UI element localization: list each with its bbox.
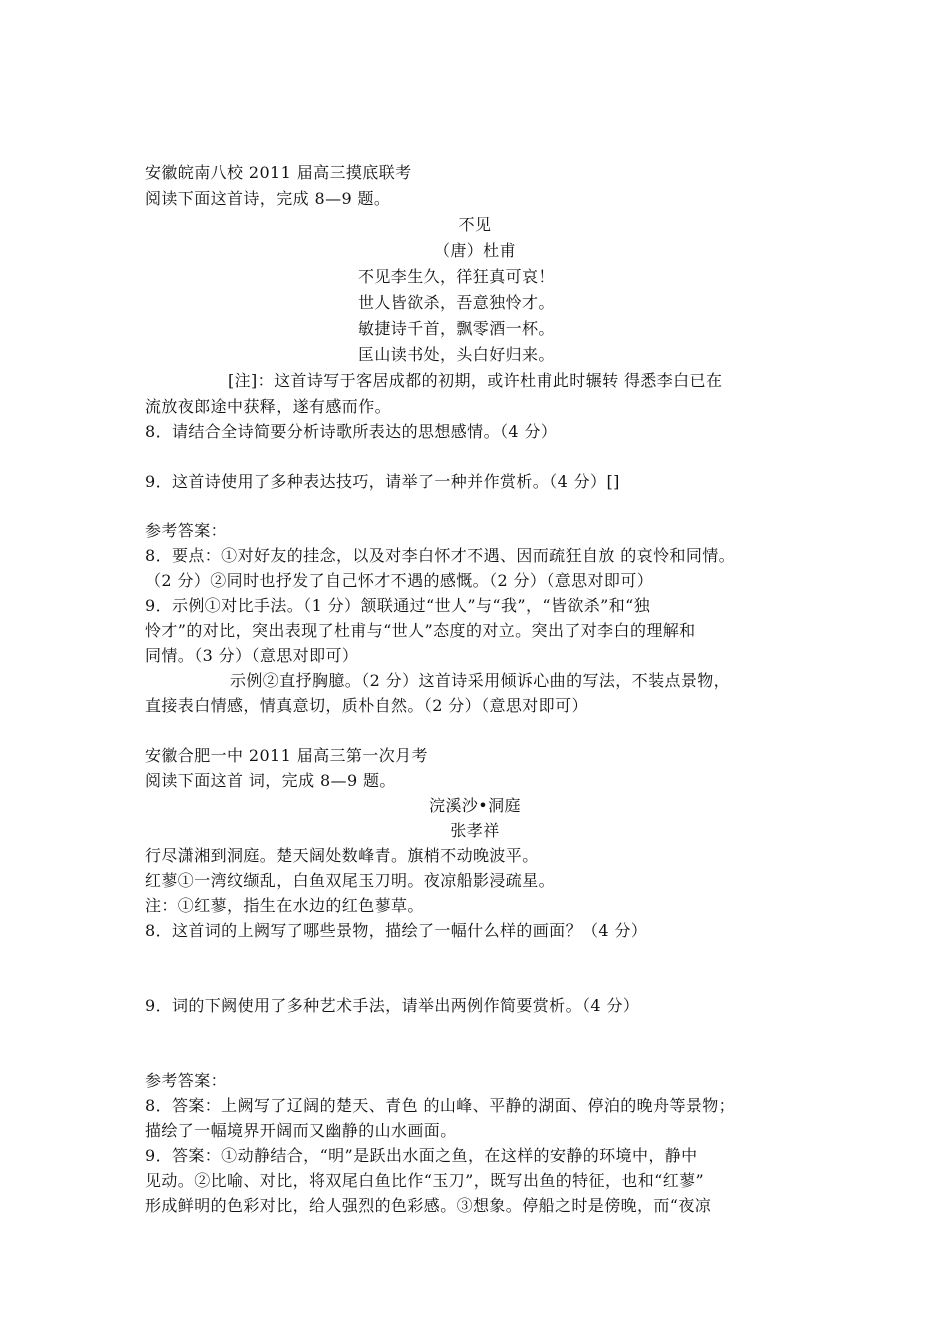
poem-note: [注]：这首诗写于客居成都的初期，或许杜甫此时辗转 得悉李白已在 <box>228 371 723 390</box>
answer-line: 8．要点：①对好友的挂念，以及对李白怀才不遇、因而疏狂自放 的哀怜和同情。 <box>145 546 736 565</box>
poem-note: 流放夜郎途中获释，遂有感而作。 <box>145 397 392 416</box>
poem-line: 匡山读书处，头白好归来。 <box>358 345 555 364</box>
poem-line: 敏捷诗千首，飘零酒一杯。 <box>358 319 555 338</box>
poem-note: 注：①红蓼，指生在水边的红色蓼草。 <box>145 896 424 915</box>
answer-line: 直接表白情感，情真意切，质朴自然。（2 分）（意思对即可） <box>145 696 588 715</box>
answer-line: 9．示例①对比手法。（1 分）颔联通过“世人”与“我”，“皆欲杀”和“独 <box>145 596 651 615</box>
answer-line: 见动。②比喻、对比，将双尾白鱼比作“玉刀”，既写出鱼的特征，也和“红蓼” <box>145 1171 705 1190</box>
answer-line: 怜才”的对比，突出表现了杜甫与“世人”态度的对立。突出了对李白的理解和 <box>145 621 696 640</box>
poem-author: 张孝祥 <box>450 821 500 840</box>
poem-line: 红蓼①一湾纹缬乱，白鱼双尾玉刀明。夜凉船影浸疏星。 <box>145 871 556 890</box>
question-8: 8．这首词的上阙写了哪些景物，描绘了一幅什么样的画面？（4 分） <box>145 921 648 940</box>
instruction: 阅读下面这首 词，完成 8—9 题。 <box>145 771 396 790</box>
poem-line: 行尽潇湘到洞庭。楚天阔处数峰青。旗梢不动晚波平。 <box>145 846 539 865</box>
poem-line: 不见李生久，徉狂真可哀！ <box>358 267 555 286</box>
source-heading: 安徽合肥一中 2011 届高三第一次月考 <box>145 746 428 765</box>
answer-line: 示例②直抒胸臆。（2 分）这首诗采用倾诉心曲的写法，不装点景物， <box>230 671 731 690</box>
answer-line: 9．答案：①动静结合，“明”是跃出水面之鱼，在这样的安静的环境中，静中 <box>145 1146 698 1165</box>
source-heading: 安徽皖南八校 2011 届高三摸底联考 <box>145 163 412 182</box>
question-8: 8．请结合全诗简要分析诗歌所表达的思想感情。（4 分） <box>145 422 558 441</box>
question-9: 9．这首诗使用了多种表达技巧，请举了一种并作赏析。（4 分）[] <box>145 472 620 491</box>
answer-line: 8．答案：上阙写了辽阔的楚天、青色 的山峰、平静的湖面、停泊的晚舟等景物； <box>145 1096 736 1115</box>
question-9: 9．词的下阙使用了多种艺术手法，请举出两例作简要赏析。（4 分） <box>145 996 640 1015</box>
poem-title: 浣溪沙•洞庭 <box>429 796 521 815</box>
answer-heading: 参考答案： <box>145 1071 228 1090</box>
poem-line: 世人皆欲杀，吾意独怜才。 <box>358 293 555 312</box>
answer-line: 形成鲜明的色彩对比，给人强烈的色彩感。③想象。停船之时是傍晚，而“夜凉 <box>145 1196 712 1215</box>
answer-line: 同情。（3 分）（意思对即可） <box>145 646 359 665</box>
instruction: 阅读下面这首诗，完成 8—9 题。 <box>145 189 391 208</box>
poem-title: 不见 <box>458 215 492 234</box>
answer-line: （2 分）②同时也抒发了自己怀才不遇的感慨。（2 分）（意思对即可） <box>145 571 654 590</box>
answer-line: 描绘了一幅境界开阔而又幽静的山水画面。 <box>145 1121 457 1140</box>
answer-heading: 参考答案： <box>145 521 228 540</box>
poem-author: （唐）杜甫 <box>433 241 516 260</box>
